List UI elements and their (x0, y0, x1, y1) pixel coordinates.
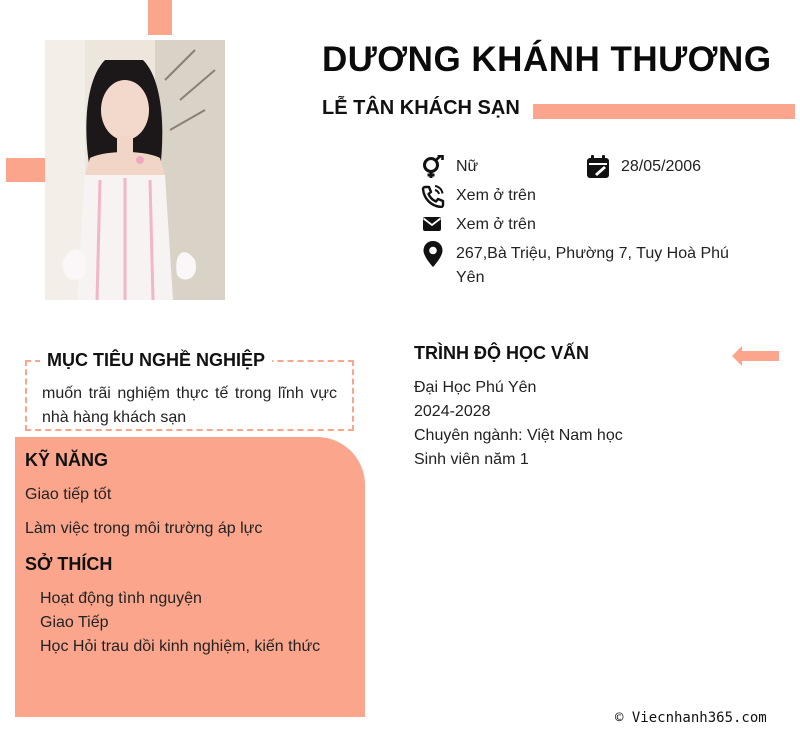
education-title: TRÌNH ĐỘ HỌC VẤN (414, 343, 589, 363)
phone-row (420, 184, 536, 208)
accent-block-top (148, 0, 172, 35)
education-school: Đại Học Phú Yên (414, 379, 537, 396)
hobby-item: Học Hỏi trau dồi kinh nghiệm, kiến thức (40, 638, 321, 655)
gender-value: Nữ (456, 158, 479, 175)
email-row (420, 213, 536, 237)
skill-item: Giao tiếp tốt (25, 486, 112, 503)
address-row (420, 242, 750, 290)
birthday-row (585, 155, 701, 179)
skills-hobbies-panel (15, 437, 365, 717)
email-value: Xem ở trên (456, 216, 536, 233)
address-value: 267,Bà Triệu, Phường 7, Tuy Hoà Phú Yên (456, 245, 729, 286)
hobby-item: Giao Tiếp (40, 614, 109, 631)
phone-icon (420, 184, 446, 208)
job-title: LỄ TÂN KHÁCH SẠN (322, 97, 520, 119)
calendar-icon (585, 155, 611, 179)
birthday-value: 28/05/2006 (621, 158, 702, 175)
gender-row (420, 155, 478, 179)
hobbies-list (40, 587, 339, 659)
education-period: 2024-2028 (414, 403, 491, 420)
education-status: Sinh viên năm 1 (414, 451, 529, 468)
education-details (414, 376, 623, 472)
phone-value: Xem ở trên (456, 187, 536, 204)
skill-item: Làm việc trong môi trường áp lực (25, 520, 263, 537)
education-major: Chuyên ngành: Việt Nam học (414, 427, 623, 444)
title-accent-bar (533, 104, 795, 119)
map-pin-icon (420, 242, 446, 266)
footer-copyright: © Viecnhanh365.com (615, 710, 767, 726)
candidate-name: DƯƠNG KHÁNH THƯƠNG (322, 40, 772, 79)
skills-title: KỸ NĂNG (25, 450, 109, 470)
gender-icon (420, 155, 446, 179)
profile-photo (45, 40, 225, 300)
arrow-left-icon (730, 343, 780, 374)
objective-title: MỤC TIÊU NGHỀ NGHIỆP (40, 350, 272, 371)
hobby-item: Hoạt động tình nguyện (40, 590, 202, 607)
objective-text: muốn trãi nghiệm thực tế trong lĩnh vực nhà hàng khách sạn (42, 385, 337, 426)
envelope-icon (420, 213, 446, 237)
hobbies-title: SỞ THÍCH (25, 554, 113, 574)
accent-block-left (6, 158, 46, 182)
